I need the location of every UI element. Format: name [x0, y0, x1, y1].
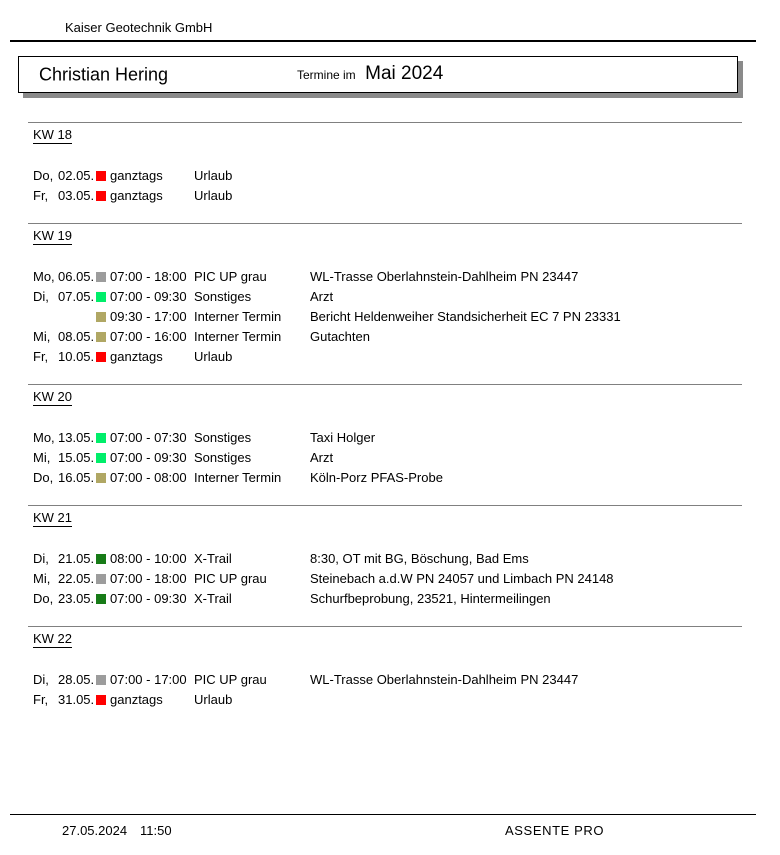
- category-color-swatch: [96, 191, 106, 201]
- day-label: Di,: [33, 289, 49, 304]
- category-color-swatch: [96, 473, 106, 483]
- category-color-swatch: [96, 352, 106, 362]
- time-label: 07:00 - 18:00: [110, 269, 187, 284]
- week-label: KW 22: [33, 631, 73, 646]
- week-label: KW 21: [33, 510, 73, 525]
- time-label: 07:00 - 09:30: [110, 450, 187, 465]
- category-label: X-Trail: [194, 591, 232, 606]
- appointment-row: [0, 468, 780, 488]
- category-color-swatch: [96, 695, 106, 705]
- footer-rule: [10, 814, 756, 815]
- report-title-prefix: Termine im: [297, 68, 356, 82]
- date-label: 13.05.: [58, 430, 95, 445]
- sections: [0, 122, 780, 727]
- report-title: [297, 63, 443, 85]
- category-label: PIC UP grau: [194, 672, 267, 687]
- appointment-rows: [0, 670, 780, 710]
- date-label: 03.05.: [58, 188, 95, 203]
- day-label: Mi,: [33, 450, 51, 465]
- day-label: Fr,: [33, 692, 49, 707]
- category-label: Interner Termin: [194, 329, 282, 344]
- time-label: 07:00 - 09:30: [110, 591, 187, 606]
- time-label: ganztags: [110, 349, 163, 364]
- category-color-swatch: [96, 292, 106, 302]
- category-color-swatch: [96, 574, 106, 584]
- header-rule: [10, 40, 756, 42]
- day-label: Do,: [33, 470, 54, 485]
- description-label: 8:30, OT mit BG, Böschung, Bad Ems: [310, 551, 529, 566]
- company-name: Kaiser Geotechnik GmbH: [65, 20, 213, 35]
- section-divider: [28, 122, 742, 123]
- appointment-row: [0, 166, 780, 186]
- description-label: Bericht Heldenweiher Standsicherheit EC 7 PN 23331: [310, 309, 621, 324]
- appointment-row: [0, 690, 780, 710]
- category-label: PIC UP grau: [194, 571, 267, 586]
- appointment-rows: [0, 428, 780, 488]
- appointment-row: [0, 287, 780, 307]
- appointment-row: [0, 327, 780, 347]
- print-date: 27.05.2024: [62, 823, 128, 838]
- title-box: [18, 56, 738, 93]
- week-label: KW 18: [33, 127, 73, 142]
- category-label: Sonstiges: [194, 289, 252, 304]
- category-color-swatch: [96, 171, 106, 181]
- category-color-swatch: [96, 433, 106, 443]
- app-name: ASSENTE PRO: [505, 823, 605, 838]
- week-label: KW 19: [33, 228, 73, 243]
- week-section: [0, 384, 780, 488]
- print-time: 11:50: [140, 823, 172, 838]
- day-label: Fr,: [33, 188, 49, 203]
- category-color-swatch: [96, 312, 106, 322]
- description-label: WL-Trasse Oberlahnstein-Dahlheim PN 23447: [310, 672, 579, 687]
- appointment-row: [0, 186, 780, 206]
- appointment-row: [0, 569, 780, 589]
- time-label: ganztags: [110, 168, 163, 183]
- category-label: Urlaub: [194, 692, 233, 707]
- appointment-rows: [0, 166, 780, 206]
- appointment-rows: [0, 549, 780, 609]
- section-divider: [28, 384, 742, 385]
- week-section: [0, 626, 780, 710]
- section-divider: [28, 626, 742, 627]
- person-name: Christian Hering: [39, 64, 169, 84]
- description-label: Schurfbeprobung, 23521, Hintermeilingen: [310, 591, 551, 606]
- date-label: 06.05.: [58, 269, 95, 284]
- category-label: Interner Termin: [194, 309, 282, 324]
- time-label: 07:00 - 17:00: [110, 672, 187, 687]
- date-label: 22.05.: [58, 571, 95, 586]
- time-label: 07:00 - 16:00: [110, 329, 187, 344]
- section-divider: [28, 223, 742, 224]
- category-label: Interner Termin: [194, 470, 282, 485]
- day-label: Mo,: [33, 430, 55, 445]
- time-label: 08:00 - 10:00: [110, 551, 187, 566]
- week-section: [0, 223, 780, 367]
- time-label: ganztags: [110, 188, 163, 203]
- date-label: 21.05.: [58, 551, 95, 566]
- day-label: Do,: [33, 591, 54, 606]
- time-label: 07:00 - 09:30: [110, 289, 187, 304]
- time-label: 07:00 - 18:00: [110, 571, 187, 586]
- date-label: 15.05.: [58, 450, 95, 465]
- section-divider: [28, 505, 742, 506]
- appointment-row: [0, 549, 780, 569]
- date-label: 07.05.: [58, 289, 95, 304]
- category-color-swatch: [96, 332, 106, 342]
- date-label: 31.05.: [58, 692, 95, 707]
- appointment-row: [0, 347, 780, 367]
- description-label: Köln-Porz PFAS-Probe: [310, 470, 443, 485]
- day-label: Mi,: [33, 571, 51, 586]
- day-label: Do,: [33, 168, 54, 183]
- day-label: Di,: [33, 551, 49, 566]
- category-label: X-Trail: [194, 551, 232, 566]
- category-color-swatch: [96, 272, 106, 282]
- time-label: ganztags: [110, 692, 163, 707]
- time-label: 07:00 - 07:30: [110, 430, 187, 445]
- day-label: Fr,: [33, 349, 49, 364]
- category-label: PIC UP grau: [194, 269, 267, 284]
- appointment-row: [0, 448, 780, 468]
- date-label: 10.05.: [58, 349, 95, 364]
- appointment-row: [0, 428, 780, 448]
- category-color-swatch: [96, 594, 106, 604]
- week-label: KW 20: [33, 389, 73, 404]
- week-section: [0, 505, 780, 609]
- appointment-rows: [0, 267, 780, 367]
- date-label: 23.05.: [58, 591, 95, 606]
- appointment-row: [0, 307, 780, 327]
- date-label: 08.05.: [58, 329, 95, 344]
- category-label: Sonstiges: [194, 430, 252, 445]
- description-label: Arzt: [310, 450, 334, 465]
- description-label: Arzt: [310, 289, 334, 304]
- date-label: 16.05.: [58, 470, 95, 485]
- date-label: 02.05.: [58, 168, 95, 183]
- description-label: Steinebach a.d.W PN 24057 und Limbach PN 24148: [310, 571, 614, 586]
- category-label: Urlaub: [194, 188, 233, 203]
- category-color-swatch: [96, 453, 106, 463]
- category-label: Urlaub: [194, 349, 233, 364]
- category-color-swatch: [96, 554, 106, 564]
- category-label: Urlaub: [194, 168, 233, 183]
- time-label: 07:00 - 08:00: [110, 470, 187, 485]
- day-label: Mi,: [33, 329, 51, 344]
- appointment-row: [0, 670, 780, 690]
- day-label: Mo,: [33, 269, 55, 284]
- description-label: Gutachten: [310, 329, 370, 344]
- appointment-row: [0, 267, 780, 287]
- date-label: 28.05.: [58, 672, 95, 687]
- category-color-swatch: [96, 675, 106, 685]
- appointment-row: [0, 589, 780, 609]
- day-label: Di,: [33, 672, 49, 687]
- description-label: Taxi Holger: [310, 430, 376, 445]
- week-section: [0, 122, 780, 206]
- report-title-month: Mai 2024: [365, 63, 444, 84]
- time-label: 09:30 - 17:00: [110, 309, 187, 324]
- category-label: Sonstiges: [194, 450, 252, 465]
- description-label: WL-Trasse Oberlahnstein-Dahlheim PN 23447: [310, 269, 579, 284]
